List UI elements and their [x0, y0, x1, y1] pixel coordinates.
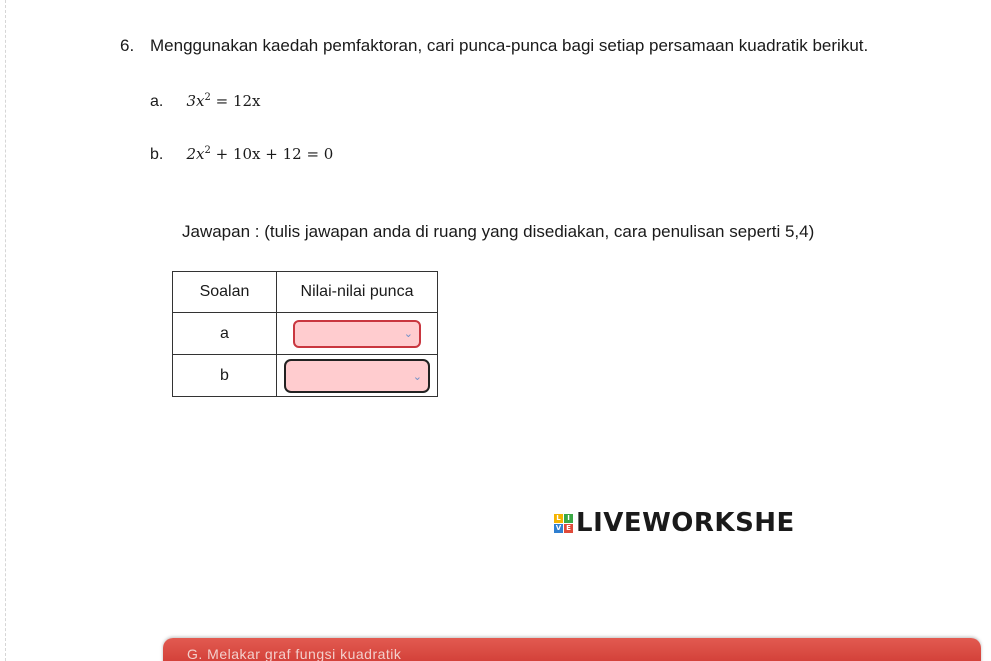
question-number: 6.	[120, 36, 135, 55]
answer-instruction: Jawapan : (tulis jawapan anda di ruang yang disediakan, cara penulisan seperti 5,4)	[182, 222, 815, 241]
equation-a	[186, 92, 260, 110]
equation-a-lhs: 3x	[186, 92, 205, 110]
header-soalan: Soalan	[173, 272, 277, 313]
logo-letter: L	[554, 514, 563, 523]
chevron-down-icon: ⌄	[403, 327, 413, 340]
equation-a-rhs: = 12x	[210, 92, 261, 110]
question-text: Menggunakan kaedah pemfaktoran, cari punca-punca bagi setiap persamaan kuadratik berikut.	[150, 36, 869, 55]
answer-dropdown-b[interactable]	[284, 359, 430, 393]
logo-letter: V	[555, 523, 562, 532]
question-6	[120, 36, 868, 56]
equation-b-lhs: 2x	[186, 145, 205, 163]
equation-b-rhs: + 10x + 12 = 0	[210, 145, 334, 163]
liveworksheets-logo-icon	[554, 514, 573, 533]
table-row	[173, 355, 438, 397]
item-b	[150, 145, 333, 164]
answer-dropdown-a[interactable]	[293, 320, 421, 348]
equation-b	[186, 145, 333, 163]
table-header-row	[173, 272, 438, 313]
answer-table	[172, 271, 438, 397]
brand-text: LIVEWORKSHE	[576, 508, 795, 538]
row-a-soalan: a	[173, 313, 277, 355]
next-worksheet-tab[interactable]	[163, 638, 981, 661]
next-worksheet-title: G. Melakar graf fungsi kuadratik	[187, 646, 402, 661]
row-b-answer-cell	[277, 355, 438, 397]
item-label: a.	[150, 93, 164, 110]
table-row	[173, 313, 438, 355]
chevron-down-icon: ⌄	[412, 370, 422, 383]
equation-b-exponent: 2	[204, 145, 211, 156]
page-edge-rule	[5, 0, 6, 661]
liveworksheets-brand[interactable]	[554, 508, 795, 538]
header-nilai-punca: Nilai-nilai punca	[277, 272, 438, 313]
row-b-soalan: b	[173, 355, 277, 397]
equation-a-exponent: 2	[204, 92, 211, 103]
logo-letter: E	[564, 524, 573, 533]
item-label: b.	[150, 146, 164, 163]
row-a-answer-cell	[277, 313, 438, 355]
item-a	[150, 92, 261, 111]
logo-letter: I	[564, 514, 573, 523]
